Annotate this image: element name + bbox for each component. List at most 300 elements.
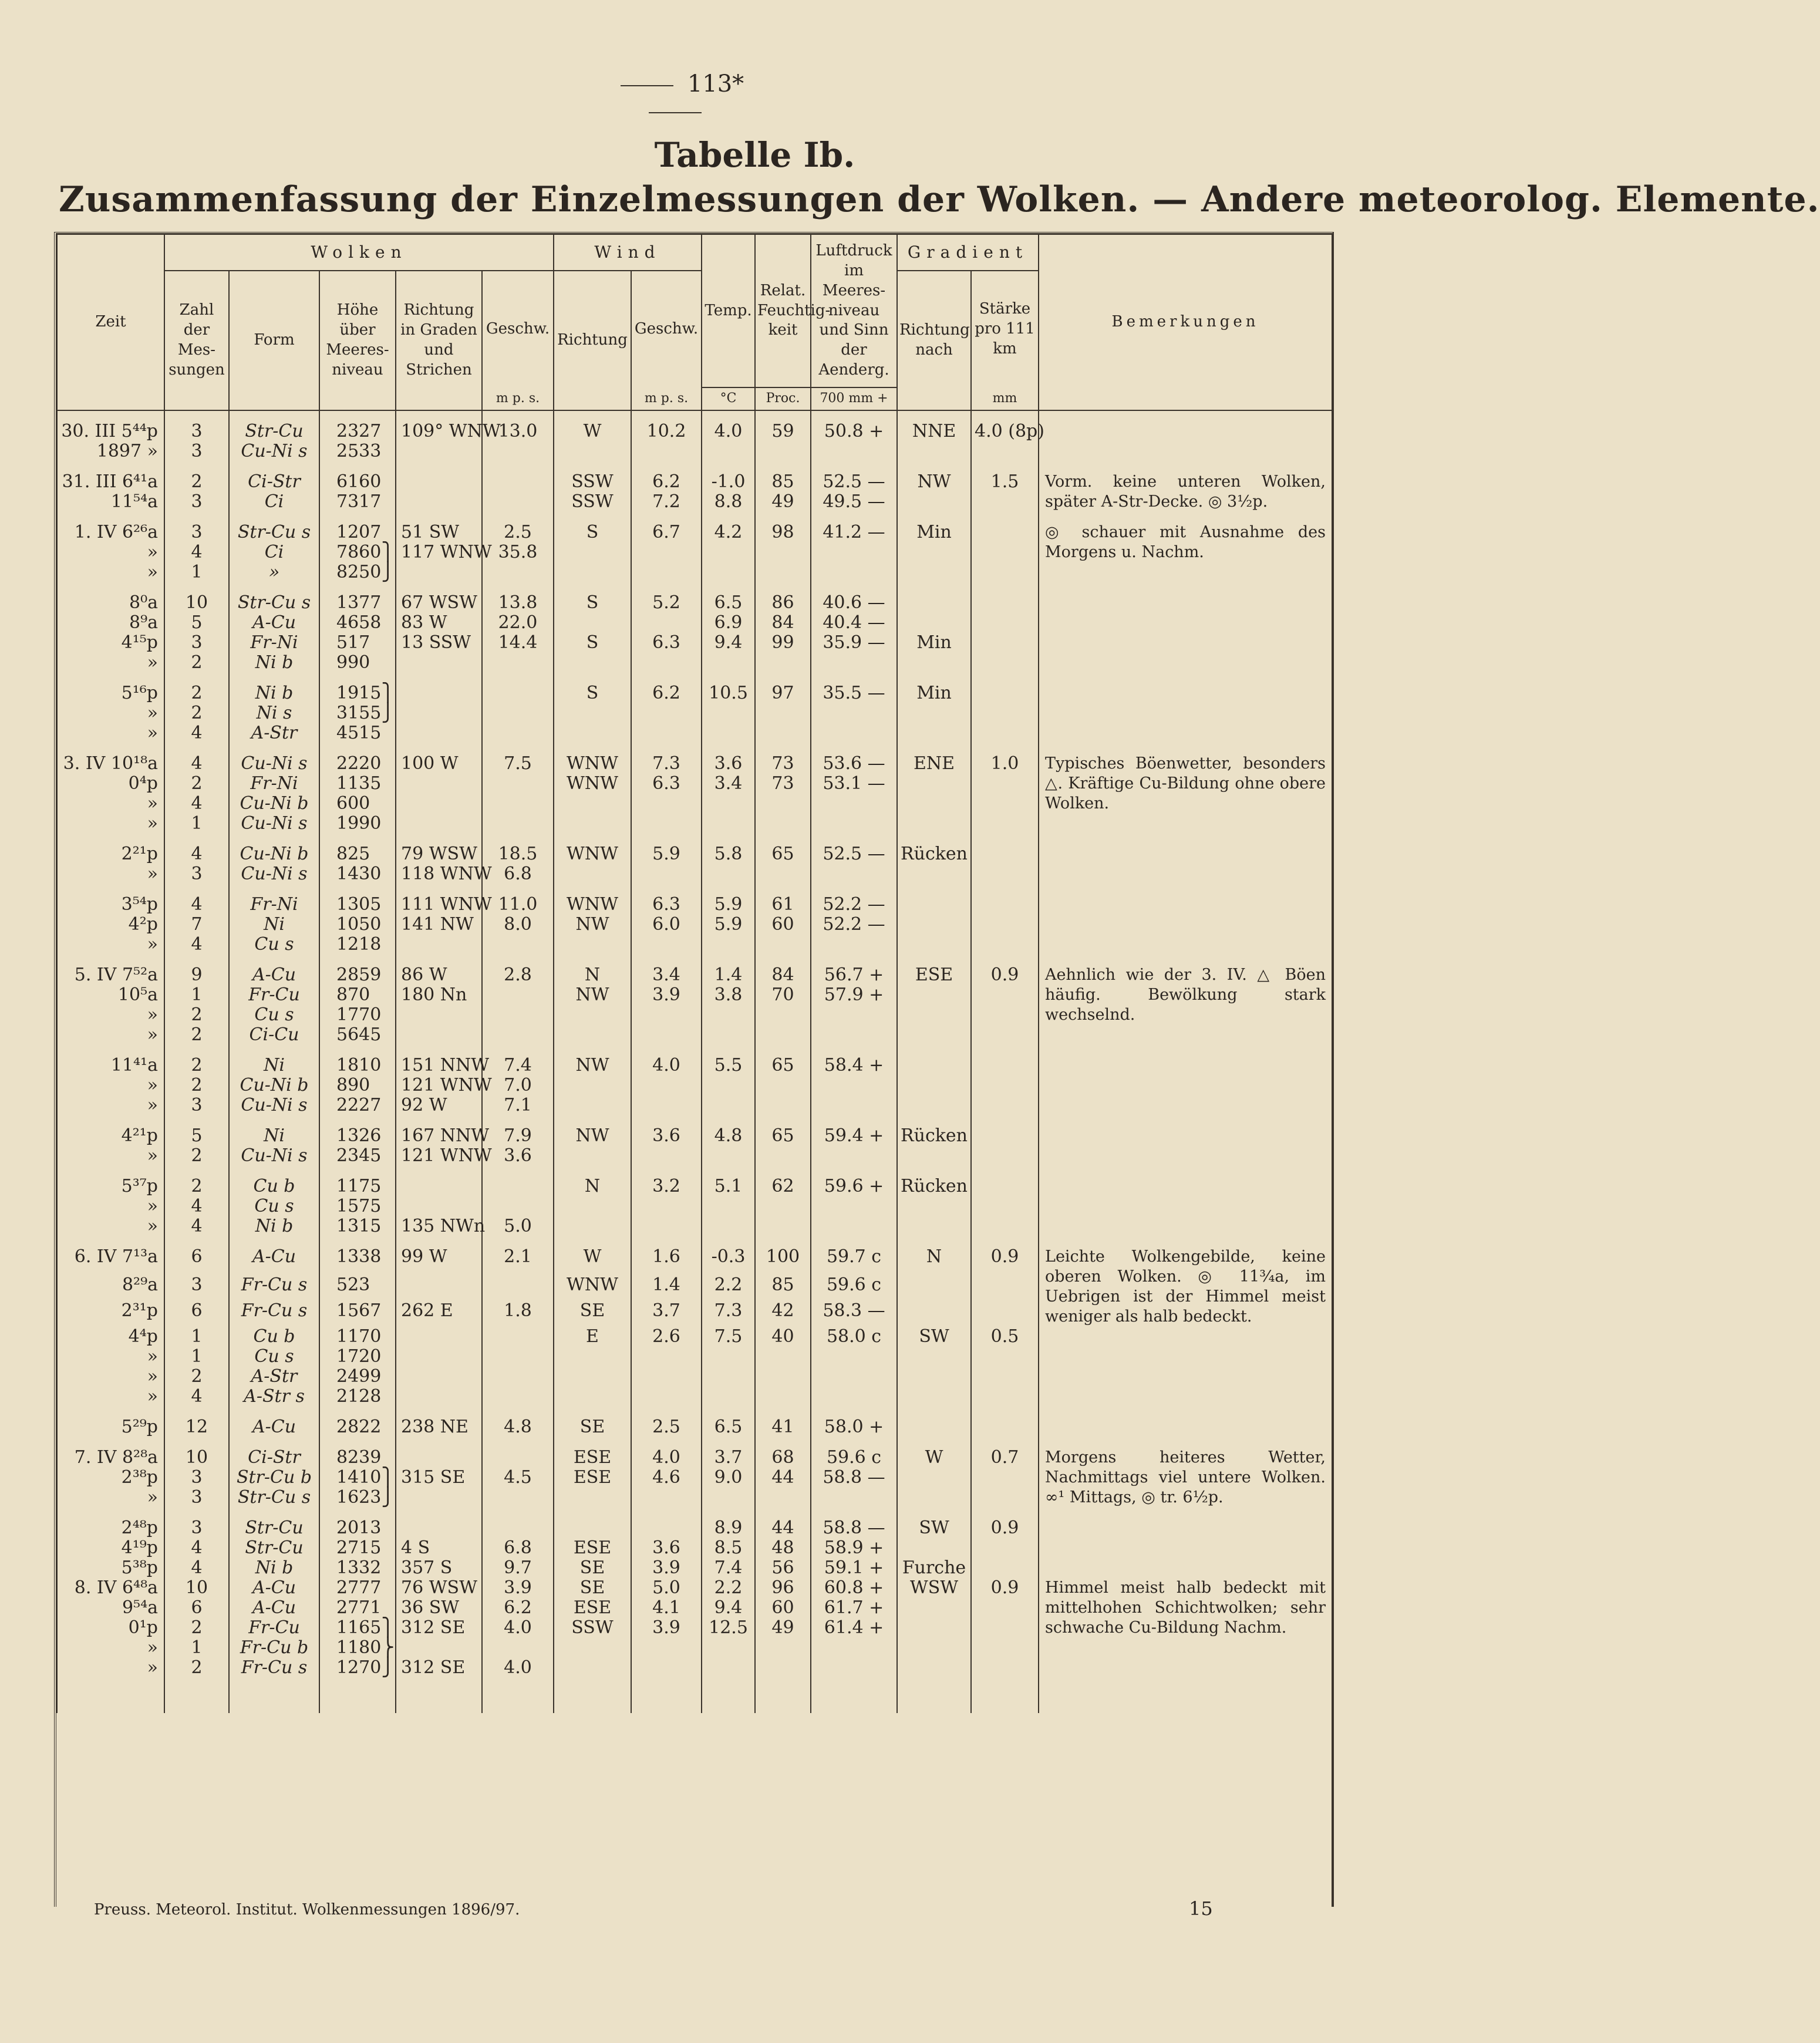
cell-richtung: 262 E: [396, 1301, 482, 1327]
cell-zeit: »: [57, 1095, 164, 1115]
cell-luftdruck: 59.4 +: [811, 1115, 897, 1146]
cell-gradient-richtung: N: [897, 1236, 971, 1276]
cell-gradient-staerke: [971, 794, 1039, 814]
cell-form: Fr-Cu s: [229, 1301, 319, 1327]
cell-bemerkungen: [1039, 1367, 1332, 1387]
table-body: [57, 410, 1332, 1713]
cell-form: Ci-Str: [229, 1437, 319, 1468]
cell-hoehe: 1575: [319, 1196, 396, 1216]
cell-richtung: 357 S: [396, 1558, 482, 1578]
cell-wind-geschw: 6.0: [631, 915, 702, 935]
cell-form: Ni b: [229, 673, 319, 703]
cell-wind-geschw: 1.6: [631, 1236, 702, 1276]
page-number: [587, 70, 763, 124]
cell-gradient-staerke: [971, 441, 1039, 461]
cell-bemerkungen: [1039, 1327, 1332, 1347]
cell-wind-geschw: [631, 1025, 702, 1045]
cell-wind-geschw: [631, 1216, 702, 1236]
unit-feuchtigkeit: Proc.: [755, 387, 811, 410]
unit-temp: °C: [702, 387, 755, 410]
cell-temp: 8.8: [702, 492, 755, 512]
cell-wind-geschw: 3.9: [631, 1558, 702, 1578]
cell-zahl: 5: [164, 1115, 229, 1146]
cell-temp: 2.2: [702, 1275, 755, 1301]
cell-gradient-staerke: 0.7: [971, 1437, 1039, 1468]
cell-wind-richtung: ESE: [554, 1538, 631, 1558]
cell-feuchtigkeit: 61: [755, 884, 811, 915]
cell-hoehe: 890: [319, 1076, 396, 1095]
cell-zahl: 4: [164, 542, 229, 562]
cell-zahl: 1: [164, 985, 229, 1005]
cell-temp: [702, 814, 755, 834]
table-row: [57, 1538, 1332, 1558]
cell-gradient-richtung: [897, 1488, 971, 1508]
cell-luftdruck: 35.5 —: [811, 673, 897, 703]
cell-richtung: [396, 1508, 482, 1538]
cell-hoehe: 1810: [319, 1045, 396, 1076]
cell-geschw: 4.8: [482, 1407, 554, 1437]
cell-luftdruck: 61.4 +: [811, 1618, 897, 1638]
cell-form: Cu-Ni b: [229, 794, 319, 814]
cell-feuchtigkeit: 41: [755, 1407, 811, 1437]
cell-wind-richtung: NW: [554, 985, 631, 1005]
cell-richtung: 117 WNW: [396, 542, 482, 562]
cell-zahl: 2: [164, 703, 229, 723]
cell-gradient-staerke: 0.5: [971, 1327, 1039, 1347]
cell-richtung: 312 SE: [396, 1658, 482, 1678]
cell-gradient-richtung: [897, 1598, 971, 1618]
cell-form: Cu s: [229, 1347, 319, 1367]
table-row: [57, 935, 1332, 955]
table-row: [57, 864, 1332, 884]
table-row: [57, 1025, 1332, 1045]
unit-wind-geschw: m p. s.: [631, 387, 702, 410]
cell-feuchtigkeit: [755, 1658, 811, 1678]
cell-form: Cu-Ni s: [229, 743, 319, 774]
cell-luftdruck: 58.0 +: [811, 1407, 897, 1437]
table-row: [57, 1508, 1332, 1538]
cell-luftdruck: [811, 794, 897, 814]
cell-wind-geschw: 3.9: [631, 985, 702, 1005]
cell-geschw: 2.5: [482, 512, 554, 542]
cell-zeit: 11⁵⁴a: [57, 492, 164, 512]
cell-form: Ci: [229, 542, 319, 562]
cell-hoehe: 1430: [319, 864, 396, 884]
cell-temp: [702, 1025, 755, 1045]
cell-zeit: 1. IV 6²⁶a: [57, 512, 164, 542]
cell-richtung: 312 SE: [396, 1618, 482, 1638]
cell-wind-richtung: SE: [554, 1407, 631, 1437]
cell-gradient-staerke: [971, 935, 1039, 955]
cell-form: A-Str: [229, 723, 319, 743]
cell-wind-richtung: [554, 542, 631, 562]
cell-form: A-Cu: [229, 1578, 319, 1598]
filler-cell: [396, 1678, 482, 1713]
cell-gradient-richtung: [897, 1076, 971, 1095]
cell-gradient-staerke: [971, 915, 1039, 935]
cell-gradient-richtung: [897, 1196, 971, 1216]
cell-gradient-staerke: [971, 985, 1039, 1005]
cell-zeit: »: [57, 1196, 164, 1216]
cell-geschw: [482, 1196, 554, 1216]
cell-feuchtigkeit: 85: [755, 461, 811, 492]
cell-hoehe: 825: [319, 834, 396, 864]
page-number-dash-right: [649, 112, 702, 113]
cell-wind-richtung: ESE: [554, 1437, 631, 1468]
header-wolken-geschw: Geschw.: [482, 271, 554, 387]
cell-hoehe: 1720: [319, 1347, 396, 1367]
cell-hoehe: 2013: [319, 1508, 396, 1538]
cell-geschw: [482, 1387, 554, 1407]
cell-gradient-staerke: [971, 723, 1039, 743]
cell-wind-richtung: [554, 613, 631, 633]
cell-wind-geschw: [631, 1638, 702, 1658]
cell-temp: [702, 864, 755, 884]
cell-zeit: 1897 »: [57, 441, 164, 461]
cell-hoehe: 1338: [319, 1236, 396, 1276]
cell-wind-richtung: [554, 1095, 631, 1115]
cell-zahl: 7: [164, 915, 229, 935]
cell-wind-geschw: 6.3: [631, 633, 702, 653]
cell-richtung: 315 SE: [396, 1468, 482, 1488]
cell-wind-geschw: [631, 1387, 702, 1407]
cell-geschw: [482, 1367, 554, 1387]
cell-wind-geschw: 4.0: [631, 1045, 702, 1076]
table-row: [57, 1095, 1332, 1115]
cell-gradient-richtung: ESE: [897, 955, 971, 985]
cell-zahl: 9: [164, 955, 229, 985]
cell-temp: 8.9: [702, 1508, 755, 1538]
cell-gradient-richtung: [897, 985, 971, 1005]
cell-feuchtigkeit: [755, 1367, 811, 1387]
cell-bemerkungen: [1039, 1407, 1332, 1437]
cell-gradient-staerke: [971, 1115, 1039, 1146]
cell-form: Ci: [229, 492, 319, 512]
cell-zeit: »: [57, 814, 164, 834]
cell-feuchtigkeit: [755, 562, 811, 582]
cell-richtung: 118 WNW: [396, 864, 482, 884]
table-row: [57, 653, 1332, 673]
cell-wind-geschw: 6.2: [631, 673, 702, 703]
cell-gradient-staerke: [971, 492, 1039, 512]
cell-geschw: 4.0: [482, 1618, 554, 1638]
table-row: [57, 613, 1332, 633]
cell-form: Str-Cu: [229, 1508, 319, 1538]
cell-zahl: 2: [164, 1367, 229, 1387]
cell-zahl: 2: [164, 774, 229, 794]
cell-hoehe: 1175: [319, 1166, 396, 1196]
cell-zahl: 3: [164, 864, 229, 884]
cell-temp: [702, 1367, 755, 1387]
cell-richtung: [396, 774, 482, 794]
cell-temp: [702, 653, 755, 673]
cell-temp: 6.5: [702, 582, 755, 613]
cell-luftdruck: [811, 1658, 897, 1678]
cell-bemerkungen: [1039, 1146, 1332, 1166]
cell-bemerkungen: [1039, 935, 1332, 955]
cell-gradient-staerke: [971, 1076, 1039, 1095]
cell-gradient-staerke: [971, 1538, 1039, 1558]
cell-luftdruck: [811, 1387, 897, 1407]
table-row: [57, 1196, 1332, 1216]
cell-temp: 8.5: [702, 1538, 755, 1558]
cell-temp: 5.9: [702, 915, 755, 935]
cell-gradient-richtung: [897, 1387, 971, 1407]
cell-zeit: 2³⁸p: [57, 1468, 164, 1488]
cell-wind-geschw: 3.4: [631, 955, 702, 985]
cell-form: Str-Cu s: [229, 1488, 319, 1508]
cell-zahl: 1: [164, 1638, 229, 1658]
cell-feuchtigkeit: 97: [755, 673, 811, 703]
cell-wind-geschw: [631, 794, 702, 814]
cell-wind-geschw: 1.4: [631, 1275, 702, 1301]
cell-zeit: »: [57, 653, 164, 673]
cell-gradient-richtung: [897, 1301, 971, 1327]
cell-luftdruck: [811, 1076, 897, 1095]
cell-luftdruck: [811, 723, 897, 743]
cell-zahl: 4: [164, 884, 229, 915]
cell-bemerkungen: Morgens heiteres Wetter, Nachmittags viel untere Wolken. ∞¹ Mittags, ◎ tr. 6½p.: [1039, 1437, 1332, 1508]
cell-wind-richtung: [554, 1488, 631, 1508]
cell-gradient-richtung: [897, 1146, 971, 1166]
cell-form: Str-Cu: [229, 410, 319, 441]
cell-feuchtigkeit: 65: [755, 1115, 811, 1146]
table-row: [57, 1216, 1332, 1236]
table-row: [57, 1638, 1332, 1658]
header-form: Form: [229, 271, 319, 410]
cell-hoehe: 1410⎫: [319, 1468, 396, 1488]
cell-temp: [702, 1387, 755, 1407]
cell-temp: 10.5: [702, 673, 755, 703]
cell-luftdruck: [811, 703, 897, 723]
table-frame: [54, 232, 1334, 1907]
cell-gradient-staerke: [971, 1638, 1039, 1658]
cell-richtung: [396, 1347, 482, 1367]
cell-bemerkungen: [1039, 1025, 1332, 1045]
cell-richtung: 135 NWn: [396, 1216, 482, 1236]
cell-wind-geschw: [631, 1076, 702, 1095]
cell-gradient-richtung: [897, 582, 971, 613]
cell-zeit: 2²¹p: [57, 834, 164, 864]
cell-luftdruck: 50.8 +: [811, 410, 897, 441]
cell-feuchtigkeit: 60: [755, 915, 811, 935]
cell-richtung: 13 SSW: [396, 633, 482, 653]
cell-wind-richtung: W: [554, 1236, 631, 1276]
cell-form: Ni b: [229, 653, 319, 673]
cell-form: Ni: [229, 1115, 319, 1146]
cell-form: Fr-Ni: [229, 633, 319, 653]
cell-wind-richtung: [554, 1196, 631, 1216]
cell-gradient-richtung: [897, 562, 971, 582]
cell-geschw: [482, 1347, 554, 1367]
cell-wind-geschw: 3.9: [631, 1618, 702, 1638]
cell-luftdruck: 52.2 —: [811, 884, 897, 915]
cell-temp: -0.3: [702, 1236, 755, 1276]
cell-bemerkungen: Vorm. keine unteren Wolken, später A-Str-Decke. ◎ 3½p.: [1039, 461, 1332, 512]
cell-geschw: [482, 1025, 554, 1045]
cell-form: Ci-Cu: [229, 1025, 319, 1045]
cell-zahl: 2: [164, 1658, 229, 1678]
cell-temp: [702, 1076, 755, 1095]
cell-temp: [702, 1488, 755, 1508]
cell-wind-richtung: S: [554, 673, 631, 703]
cell-zahl: 3: [164, 1488, 229, 1508]
cell-geschw: [482, 653, 554, 673]
filler-cell: [811, 1678, 897, 1713]
cell-gradient-richtung: [897, 703, 971, 723]
cell-richtung: [396, 1638, 482, 1658]
cell-richtung: [396, 1166, 482, 1196]
cell-form: Cu s: [229, 935, 319, 955]
cell-gradient-richtung: [897, 542, 971, 562]
cell-feuchtigkeit: 60: [755, 1598, 811, 1618]
header-wolken: Wolken: [164, 234, 554, 271]
cell-luftdruck: [811, 935, 897, 955]
cell-geschw: [482, 794, 554, 814]
cell-temp: [702, 1196, 755, 1216]
cell-wind-richtung: N: [554, 1166, 631, 1196]
cell-bemerkungen: [1039, 1347, 1332, 1367]
cell-wind-richtung: [554, 864, 631, 884]
cell-zahl: 3: [164, 410, 229, 441]
cell-wind-geschw: 7.3: [631, 743, 702, 774]
cell-gradient-staerke: [971, 1407, 1039, 1437]
cell-gradient-staerke: [971, 613, 1039, 633]
cell-form: Cu-Ni s: [229, 1095, 319, 1115]
cell-zahl: 1: [164, 814, 229, 834]
cell-geschw: 18.5: [482, 834, 554, 864]
cell-form: A-Str s: [229, 1387, 319, 1407]
cell-wind-richtung: NW: [554, 1045, 631, 1076]
cell-temp: [702, 1146, 755, 1166]
table-row: [57, 582, 1332, 613]
cell-richtung: 167 NNW: [396, 1115, 482, 1146]
cell-gradient-richtung: [897, 1468, 971, 1488]
cell-geschw: [482, 1327, 554, 1347]
cell-hoehe: 2327: [319, 410, 396, 441]
cell-geschw: [482, 723, 554, 743]
cell-wind-geschw: 4.6: [631, 1468, 702, 1488]
cell-hoehe: 2220: [319, 743, 396, 774]
cell-feuchtigkeit: 59: [755, 410, 811, 441]
table-title: Tabelle Ib.: [654, 135, 855, 175]
header-zahl: Zahl der Mes-sungen: [164, 271, 229, 410]
cell-hoehe: 8239: [319, 1437, 396, 1468]
cell-feuchtigkeit: [755, 653, 811, 673]
cell-temp: [702, 794, 755, 814]
cell-richtung: [396, 723, 482, 743]
cell-richtung: [396, 1367, 482, 1387]
cell-gradient-richtung: [897, 884, 971, 915]
cell-gradient-richtung: Furche: [897, 1558, 971, 1578]
cell-wind-geschw: 5.2: [631, 582, 702, 613]
cell-hoehe: 2715: [319, 1538, 396, 1558]
cell-gradient-richtung: NNE: [897, 410, 971, 441]
cell-feuchtigkeit: [755, 1638, 811, 1658]
cell-feuchtigkeit: [755, 1146, 811, 1166]
cell-temp: -1.0: [702, 461, 755, 492]
cell-gradient-richtung: Rücken: [897, 1115, 971, 1146]
cell-richtung: 92 W: [396, 1095, 482, 1115]
cell-temp: 7.4: [702, 1558, 755, 1578]
table-row: [57, 1045, 1332, 1076]
cell-feuchtigkeit: [755, 864, 811, 884]
cell-geschw: 2.1: [482, 1236, 554, 1276]
cell-feuchtigkeit: 85: [755, 1275, 811, 1301]
cell-temp: 6.9: [702, 613, 755, 633]
cell-richtung: 67 WSW: [396, 582, 482, 613]
cell-temp: 4.0: [702, 410, 755, 441]
cell-richtung: [396, 1275, 482, 1301]
cell-feuchtigkeit: 65: [755, 1045, 811, 1076]
cell-gradient-richtung: [897, 1216, 971, 1236]
cell-temp: 1.4: [702, 955, 755, 985]
cell-zeit: »: [57, 1005, 164, 1025]
cell-feuchtigkeit: [755, 1025, 811, 1045]
cell-hoehe: 2227: [319, 1095, 396, 1115]
cell-zeit: »: [57, 1146, 164, 1166]
cell-richtung: 36 SW: [396, 1598, 482, 1618]
cell-zahl: 4: [164, 743, 229, 774]
cell-luftdruck: [811, 653, 897, 673]
cell-zahl: 3: [164, 441, 229, 461]
table-row: [57, 461, 1332, 492]
page-number-text: 113*: [687, 70, 744, 97]
cell-gradient-staerke: [971, 1658, 1039, 1678]
cell-geschw: [482, 1005, 554, 1025]
cell-wind-richtung: [554, 1005, 631, 1025]
table-row: [57, 512, 1332, 542]
cell-wind-geschw: [631, 1146, 702, 1166]
cell-zeit: 30. III 5⁴⁴p: [57, 410, 164, 441]
cell-geschw: [482, 985, 554, 1005]
cell-bemerkungen: [1039, 1538, 1332, 1558]
header-temp: Temp.: [702, 234, 755, 387]
cell-richtung: 109° WNW: [396, 410, 482, 441]
cell-wind-richtung: NW: [554, 1115, 631, 1146]
footer-publisher: Preuss. Meteorol. Institut. Wolkenmessungen 1896/97.: [94, 1901, 520, 1919]
cell-zahl: 4: [164, 1216, 229, 1236]
cell-bemerkungen: [1039, 915, 1332, 935]
cell-bemerkungen: [1039, 1166, 1332, 1196]
cell-gradient-richtung: [897, 915, 971, 935]
cell-gradient-staerke: [971, 1387, 1039, 1407]
cell-luftdruck: 57.9 +: [811, 985, 897, 1005]
cell-hoehe: 1135: [319, 774, 396, 794]
cell-form: Cu-Ni s: [229, 1146, 319, 1166]
cell-bemerkungen: [1039, 723, 1332, 743]
cell-zeit: 8⁹a: [57, 613, 164, 633]
cell-hoehe: 990: [319, 653, 396, 673]
cell-richtung: [396, 1488, 482, 1508]
cell-richtung: [396, 794, 482, 814]
cell-hoehe: 5645: [319, 1025, 396, 1045]
cell-wind-geschw: 6.3: [631, 884, 702, 915]
cell-geschw: 11.0: [482, 884, 554, 915]
cell-gradient-richtung: SW: [897, 1327, 971, 1347]
table-row: [57, 834, 1332, 864]
cell-geschw: 1.8: [482, 1301, 554, 1327]
cell-gradient-richtung: SW: [897, 1508, 971, 1538]
cell-luftdruck: 53.6 —: [811, 743, 897, 774]
cell-wind-geschw: 6.3: [631, 774, 702, 794]
cell-zeit: »: [57, 562, 164, 582]
cell-richtung: 83 W: [396, 613, 482, 633]
cell-feuchtigkeit: [755, 1488, 811, 1508]
cell-wind-richtung: SSW: [554, 1618, 631, 1638]
cell-hoehe: 2128: [319, 1387, 396, 1407]
cell-luftdruck: 49.5 —: [811, 492, 897, 512]
